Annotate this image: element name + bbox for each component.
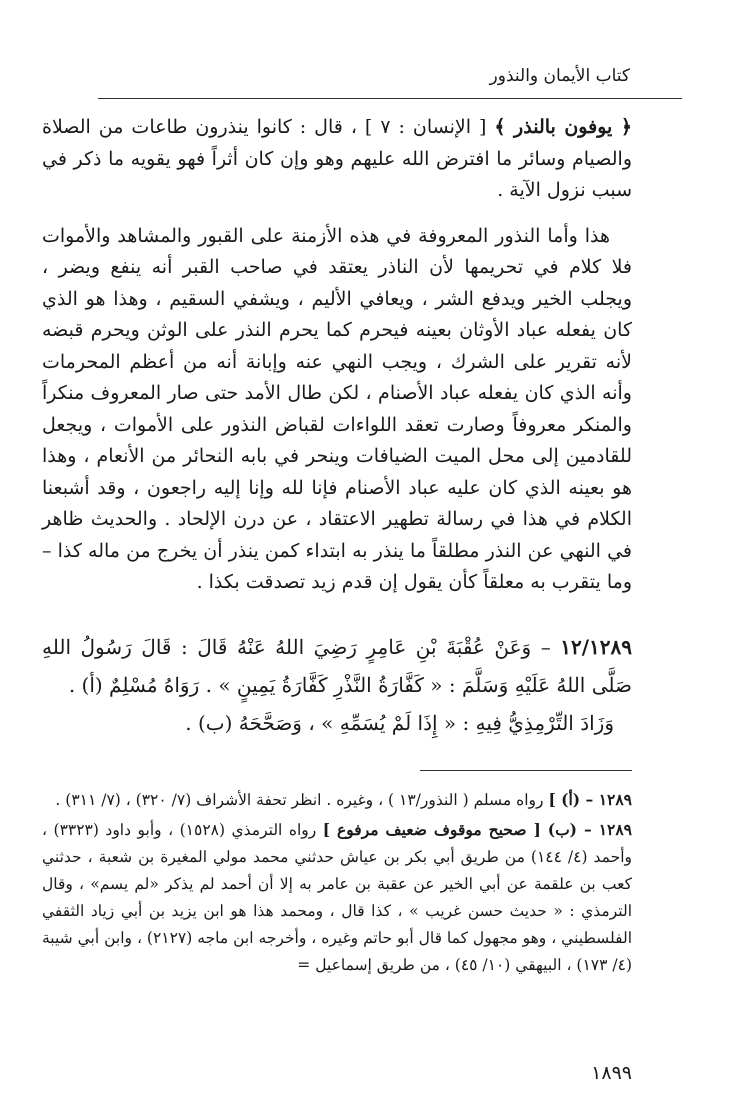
footnote-a [42,786,632,814]
footnote-a-text: رواه مسلم ( النذور/١٣ ) ، وغيره . انظر تحفة الأشراف (٧/ ٣٢٠) ، (٧/ ٣١١) . [55,791,549,809]
running-header: كتاب الأيمان والنذور [489,66,630,86]
hadith-addition: وَزَادَ التِّرْمِذِيُّ فِيهِ : « إِذَا لَمْ يُسَمِّهِ » ، وَصَحَّحَهُ (ب) . [185,711,614,735]
page-number: ١٨٩٩ [591,1062,632,1084]
footnote-b-text: رواه الترمذي (١٥٢٨) ، وأبو داود (٣٣٢٣) ، وأحمد (٤/ ١٤٤) من طريق أبي بكر بن عياش حدثني محمد مولي المغيرة بن شعبة ، حدثني كعب بن علقمة عن أبي الخير عن عقبة بن عامر به إلا أن أحمد لم يذكر «لم يسم» ، وقال الترمذي : « حديث حسن غريب » ، كذا قال ، ومحمد هذا هو ابن يزيد بن أبي زياد الثقفي الفلسطيني ، وهو مجهول كما قال أبو حاتم وغيره ، وأخرجه ابن ماجه (٢١٢٧) ، وابن أبي شيبة (٤/ ١٧٣) ، البيهقي (١٠/ ٤٥) ، من طريق إسماعيل = [42,821,633,974]
commentary-text [42,112,632,599]
commentary-paragraph-1 [42,112,632,207]
footnotes [42,786,632,981]
footnote-b-id: ١٢٨٩ – (ب) [ صحيح موقوف ضعيف مرفوع ] [322,820,632,839]
footnote-b [42,816,632,979]
hadith-text: – وَعَنْ عُقْبَةَ بْنِ عَامِرٍ رَضِيَ اللهُ عَنْهُ قَالَ : قَالَ رَسُولُ اللهِ صَلَّى اللهُ عَلَيْهِ وَسَلَّمَ : « كَفَّارَةُ النَّذْرِ كَفَّارَةُ يَمِينٍ » . رَوَاهُ مُسْلِمٌ (أ) . [42,635,632,697]
hadith-main [42,628,632,704]
quran-quote: ﴿ يوفون بالنذر ﴾ [494,116,632,138]
hadith-block [42,628,632,742]
commentary-paragraph-2: هذا وأما النذور المعروفة في هذه الأزمنة على القبور والمشاهد والأموات فلا كلام في تحريمها لأن الناذر يعتقد في صاحب القبر أنه ينفع ويضر ، ويجلب الخير ويدفع الشر ، ويعافي الأليم ، ويشفي السقيم ، وهذا هو الذي كان يفعله عباد الأوثان بعينه فيحرم كما يحرم النذر على الوثن ويحرم قبضه لأنه تقرير على الشرك ، ويجب النهي عنه وإبانة أنه من أعظم المحرمات وأنه الذي كان يفعله عباد الأصنام ، لكن طال الأمد حتى صار المعروف منكراً والمنكر معروفاً وصارت تعقد اللواءات لقباض النذور على الأموات ، ويجعل للقادمين إلى محل الميت الضيافات وينحر في بابه النحائر من الأنعام ، وهذا هو بعينه الذي كان عليه عباد الأصنام فإنا لله وإنا إليه راجعون ، وقد أشبعنا الكلام في هذا في رسالة تطهير الاعتقاد ، عن درن الإلحاد . والحديث ظاهر في النهي عن النذر مطلقاً ما ينذر به ابتداء كمن ينذر أن يخرج من ماله كذا – وما يتقرب به معلقاً كأن يقول إن قدم زيد تصدقت بكذا . [42,224,632,593]
paragraph-1-rest: [ الإنسان : ٧ ] ، قال : كانوا ينذرون طاعات من الصلاة والصيام وسائر ما افترض الله عليهم وهو وإن كان أثراً فهو يقويه ما ذكر في سبب نزول الآية . [42,116,632,201]
hadith-number: ١٢/١٢٨٩ [560,635,632,659]
footnote-rule [420,770,632,771]
footnote-a-id: ١٢٨٩ – (أ) ] [548,790,632,809]
header-rule [98,98,682,99]
